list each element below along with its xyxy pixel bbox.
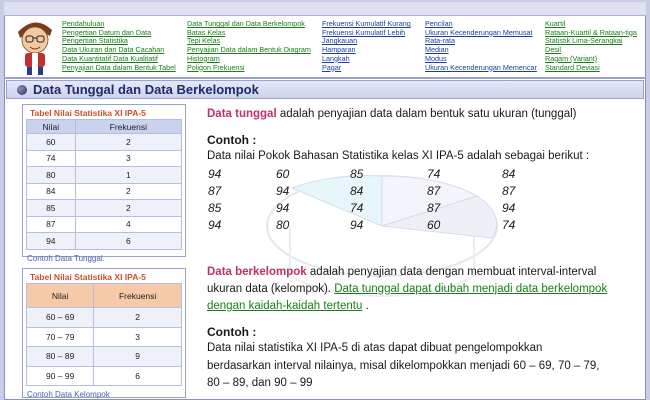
table-data-kelompok [22, 268, 186, 398]
contoh-heading: Contoh : [207, 325, 257, 339]
nav-link[interactable]: Langkah [322, 53, 350, 63]
cell-nilai: 80 – 89 [27, 347, 94, 367]
column-header-frekuensi: Frekuensi [94, 284, 182, 308]
grid-value: 87 [502, 184, 516, 198]
nav-column-5 [545, 20, 637, 72]
nav-link[interactable]: Penyajian Data dalam Bentuk Tabel [62, 62, 176, 72]
grid-value: 94 [276, 184, 290, 198]
table-row [27, 216, 182, 233]
cell-nilai: 60 – 69 [27, 308, 94, 328]
nav-link[interactable]: Kuartil [545, 19, 566, 28]
grid-value: 94 [208, 167, 222, 181]
cell-nilai: 94 [27, 233, 76, 250]
page-title: Data Tunggal dan Data Berkelompok [33, 82, 259, 97]
grid-value: 74 [427, 167, 441, 181]
cell-frekuensi: 9 [94, 347, 182, 367]
cell-frekuensi: 6 [94, 366, 182, 386]
cell-nilai: 80 [27, 167, 76, 184]
table-row [27, 150, 182, 167]
column-header-nilai: Nilai [27, 284, 94, 308]
nav-column-4 [425, 20, 537, 72]
nav-link[interactable]: Ukuran Kecenderungan Memencar [425, 62, 537, 72]
table-row [27, 327, 182, 347]
definition-line-3 [207, 300, 369, 312]
nav-link[interactable]: Pengertian Statistika [62, 36, 128, 46]
nav-column-1 [62, 20, 176, 72]
nav-menu [0, 18, 650, 76]
nav-divider [4, 77, 646, 79]
definition-text: ukuran data (kelompok). [207, 283, 335, 295]
nav-link[interactable]: Tepi Kelas [187, 36, 221, 46]
nav-link[interactable]: Penyajian Data dalam Bentuk Diagram [187, 45, 311, 55]
grid-value: 74 [502, 218, 516, 232]
nav-link[interactable]: Rataan-Kuartil & Rataan-tiga [545, 27, 637, 37]
nav-link[interactable]: Modus [425, 53, 447, 63]
cell-frekuensi: 2 [75, 183, 181, 200]
nav-link[interactable]: Histogram [187, 53, 220, 63]
cell-nilai: 87 [27, 216, 76, 233]
nav-link[interactable]: Frekuensi Kumulatif Lebih [322, 27, 406, 37]
definition-line-2 [207, 283, 607, 295]
table-row [27, 347, 182, 367]
cell-nilai: 84 [27, 183, 76, 200]
grid-value: 84 [350, 184, 364, 198]
cell-nilai: 70 – 79 [27, 327, 94, 347]
grid-value: 80 [276, 218, 290, 232]
nav-column-2 [187, 20, 311, 72]
cell-frekuensi: 3 [94, 327, 182, 347]
grid-value: 85 [208, 201, 222, 215]
cell-frekuensi: 2 [75, 200, 181, 217]
nav-link[interactable]: Batas Kelas [187, 27, 226, 37]
cell-frekuensi: 4 [75, 216, 181, 233]
link-data-berkelompok[interactable]: Data tunggal dapat diubah menjadi data berkelompok [334, 283, 608, 295]
grid-value: 87 [427, 184, 441, 198]
grid-value: 60 [427, 218, 441, 232]
grid-value: 94 [208, 218, 222, 232]
section-title-bar [6, 80, 644, 99]
nav-column-3 [322, 20, 411, 72]
table-row [27, 308, 182, 328]
nav-link[interactable]: Frekuensi Kumulatif Kurang [322, 19, 411, 28]
grid-value: 85 [350, 167, 364, 181]
table-row [27, 233, 182, 250]
grid-value: 94 [276, 201, 290, 215]
nav-link[interactable]: Pencilan [425, 19, 453, 28]
cell-nilai: 74 [27, 150, 76, 167]
nav-link[interactable]: Hamparan [322, 45, 356, 55]
nav-link[interactable]: Standard Deviasi [545, 62, 600, 72]
grid-value: 74 [350, 201, 364, 215]
definition-text: adalah penyajian data dengan membuat interval-interval [306, 266, 597, 278]
bullet-icon [17, 85, 27, 95]
cell-frekuensi: 2 [94, 308, 182, 328]
cell-frekuensi: 2 [75, 134, 181, 151]
contoh-heading: Contoh : [207, 133, 257, 147]
table-row [27, 183, 182, 200]
nav-link[interactable]: Ukuran Kecenderungan Memusat [425, 27, 533, 37]
nav-link[interactable]: Pendahuluan [62, 19, 105, 28]
nav-link[interactable]: Statistik Lima-Serangkai [545, 36, 623, 46]
table-caption: Contoh Data Kelompok [27, 390, 110, 399]
cell-nilai: 60 [27, 134, 76, 151]
term-data-tunggal: Data tunggal [207, 108, 277, 120]
nav-link[interactable]: Jangkauan [322, 36, 358, 46]
definition-data-tunggal [207, 108, 577, 120]
nav-link[interactable]: Rata-rata [425, 36, 455, 46]
example-body-line: 80 – 89, dan 90 – 99 [207, 377, 313, 389]
grid-value: 94 [350, 218, 364, 232]
nav-link[interactable]: Ragam (Variant) [545, 53, 598, 63]
definition-text: adalah penyajian data dalam bentuk satu ukuran (tunggal) [276, 108, 577, 120]
nav-link[interactable]: Poligon Frekuensi [187, 62, 245, 72]
nav-link[interactable]: Pengertian Datum dan Data [62, 27, 152, 37]
table-row [27, 167, 182, 184]
grid-value: 87 [208, 184, 222, 198]
term-data-berkelompok: Data berkelompok [207, 266, 307, 278]
cell-frekuensi: 6 [75, 233, 181, 250]
nav-link[interactable]: Data Kuantitatif Data Kualitatif [62, 53, 158, 63]
cell-frekuensi: 1 [75, 167, 181, 184]
nav-link[interactable]: Median [425, 45, 449, 55]
example-body-line: Data nilai statistika XI IPA-5 di atas dapat dibuat pengelompokkan [207, 342, 543, 354]
cell-nilai: 85 [27, 200, 76, 217]
table-title: Tabel Nilai Statistika XI IPA-5 [30, 108, 146, 118]
link-kaidah[interactable]: dengan kaidah-kaidah tertentu [207, 300, 363, 312]
example-intro: Data nilai Pokok Bahasan Statistika kelas XI IPA-5 adalah sebagai berikut : [207, 150, 590, 162]
nav-link[interactable]: Data Tunggal dan Data Berkelompok [187, 19, 305, 28]
column-header-frekuensi: Frekuensi [75, 120, 181, 134]
definition-text: . [362, 300, 369, 312]
table-title: Tabel Nilai Statistika XI IPA-5 [23, 269, 185, 283]
cell-frekuensi: 3 [75, 150, 181, 167]
table-row [27, 200, 182, 217]
cell-nilai: 90 – 99 [27, 366, 94, 386]
nav-link[interactable]: Desil [545, 45, 561, 55]
table-caption: Contoh Data Tunggal. [27, 253, 105, 263]
example-body-line: berdasarkan interval nilainya, misal dikelompokkan menjadi 60 – 69, 70 – 79, [207, 360, 600, 372]
grid-value: 60 [276, 167, 290, 181]
definition-data-berkelompok [207, 266, 596, 278]
grid-value: 94 [502, 201, 516, 215]
nav-link[interactable]: Data Ukuran dan Data Cacahan [62, 45, 165, 55]
table-data-tunggal [22, 104, 186, 263]
table-row [27, 366, 182, 386]
nav-link[interactable]: Pagar [322, 62, 342, 72]
column-header-nilai: Nilai [27, 120, 76, 134]
grid-value: 87 [427, 201, 441, 215]
table-row [27, 134, 182, 151]
top-band [4, 2, 646, 16]
grid-value: 84 [502, 167, 516, 181]
